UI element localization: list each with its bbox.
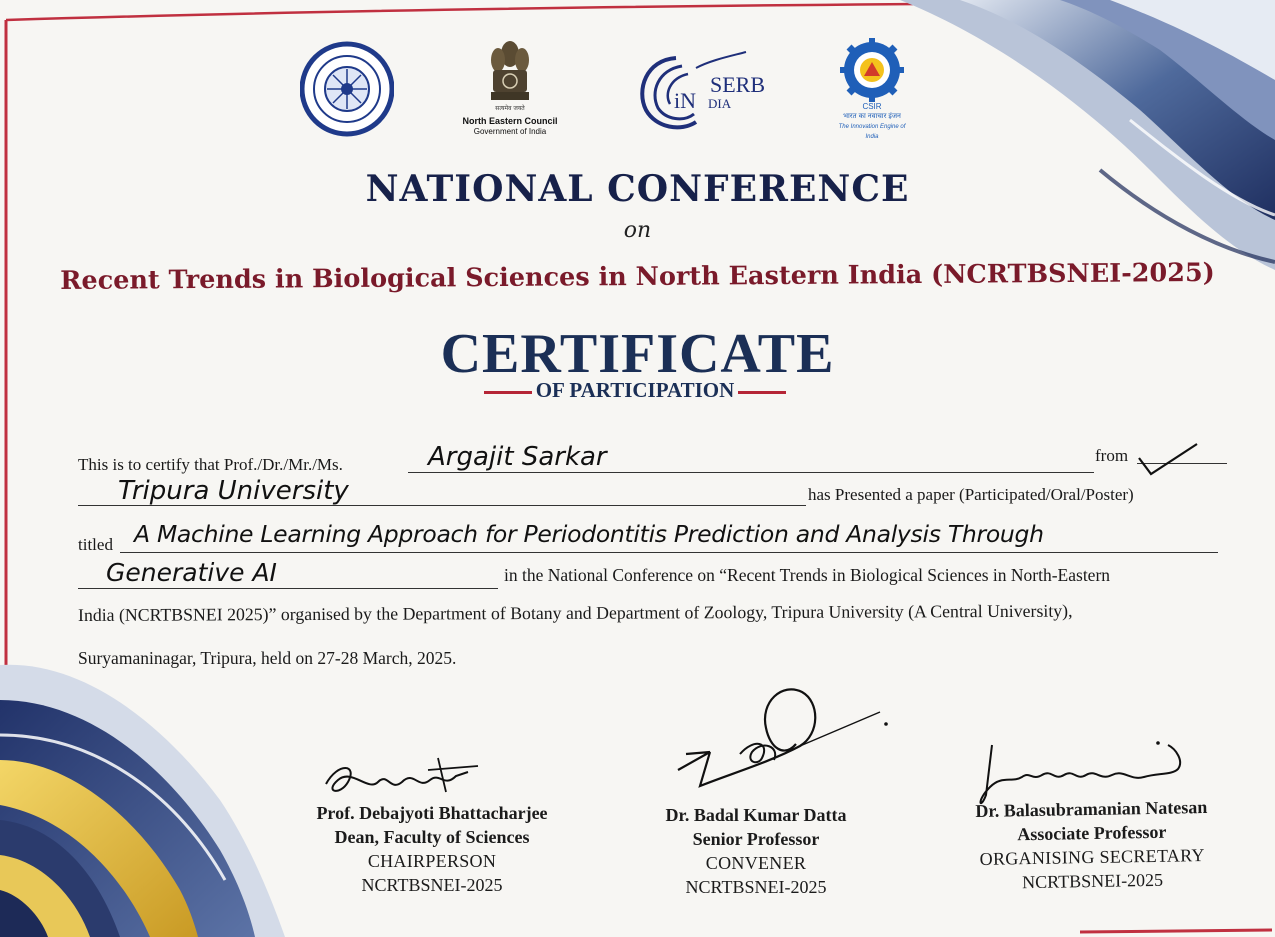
name-underline <box>408 472 1094 473</box>
title-underline-2 <box>78 588 498 589</box>
inserb-sub: DIA <box>708 96 732 111</box>
certify-prefix: This is to certify that Prof./Dr./Mr./Ms. <box>78 455 343 474</box>
csir-logo <box>832 38 912 140</box>
signatory-event: NCRTBSNEI-2025 <box>1021 869 1164 893</box>
in-conference-text: in the National Conference on “Recent Trends in Biological Sciences in North-Eastern <box>504 565 1111 585</box>
svg-text:सत्यमेव जयते: सत्यमेव जयते <box>495 105 525 112</box>
signatory-name: Prof. Debajyoti Bhattacharjee <box>316 803 548 823</box>
certificate-title: CERTIFICATE <box>440 323 835 385</box>
presented-label: has Presented a paper (Participated/Oral/Poster) <box>808 485 1134 504</box>
signatory-event: NCRTBSNEI-2025 <box>685 877 827 897</box>
nec-caption-line1: North Eastern Council <box>462 116 558 126</box>
signatory-title: Associate Professor <box>1017 821 1167 845</box>
conference-heading: NATIONAL CONFERENCE <box>365 168 910 210</box>
subtitle-rule-right <box>738 391 786 394</box>
organiser-text: India (NCRTBSNEI 2025)” organised by the Department of Botany and Department of Zoology, Tripura University (A Central University), <box>77 600 1073 625</box>
conference-subject: Recent Trends in Biological Sciences in North Eastern India (NCRTBSNEI-2025) <box>60 257 1215 297</box>
nec-emblem-logo <box>455 38 565 140</box>
signature-chairperson <box>318 752 488 804</box>
signatory-title: Dean, Faculty of Sciences <box>334 827 530 847</box>
nec-caption-line2: Government of India <box>473 127 547 136</box>
signatory-event: NCRTBSNEI-2025 <box>361 875 503 895</box>
signature-convener <box>670 682 900 792</box>
paper-title-line1: A Machine Learning Approach for Periodontitis Prediction and Analysis Through <box>134 520 1044 548</box>
signatory-organising-secretary <box>951 795 1233 896</box>
titled-label: titled <box>78 535 113 554</box>
venue-date-text: Suryamaninagar, Tripura, held on 27-28 March, 2025. <box>78 648 457 668</box>
csir-caption-line2: भारत का नवाचार इंजन <box>843 113 901 120</box>
title-underline-1 <box>120 552 1218 553</box>
paper-title-line2: Generative AI <box>106 558 277 587</box>
institution-name: Tripura University <box>118 476 349 506</box>
csir-caption-line1: CSIR <box>862 102 882 111</box>
signatory-role: CONVENER <box>705 853 807 873</box>
signatory-name: Dr. Badal Kumar Datta <box>665 805 847 825</box>
inserb-letters: iN <box>674 88 696 113</box>
signatory-chairperson <box>292 801 572 897</box>
checkmark-icon <box>1135 440 1205 480</box>
csir-caption-line3: The Innovation Engine of India <box>838 124 906 140</box>
subtitle-rule-left <box>484 391 532 394</box>
signatory-role: CHAIRPERSON <box>367 851 497 871</box>
from-label: from <box>1095 446 1129 465</box>
inserb-text: SERB <box>710 72 766 97</box>
signatory-role: ORGANISING SECRETARY <box>979 845 1205 869</box>
signatory-title: Senior Professor <box>692 829 820 849</box>
participant-name: Argajit Sarkar <box>428 442 607 472</box>
of-participation-text: OF PARTICIPATION <box>535 378 735 402</box>
certificate-subtitle <box>470 378 800 403</box>
university-seal-logo <box>300 40 394 138</box>
signatory-name: Dr. Balasubramanian Natesan <box>975 796 1208 822</box>
inserb-logo <box>636 50 776 132</box>
conference-on: on <box>623 218 652 243</box>
signatory-convener <box>628 803 884 899</box>
